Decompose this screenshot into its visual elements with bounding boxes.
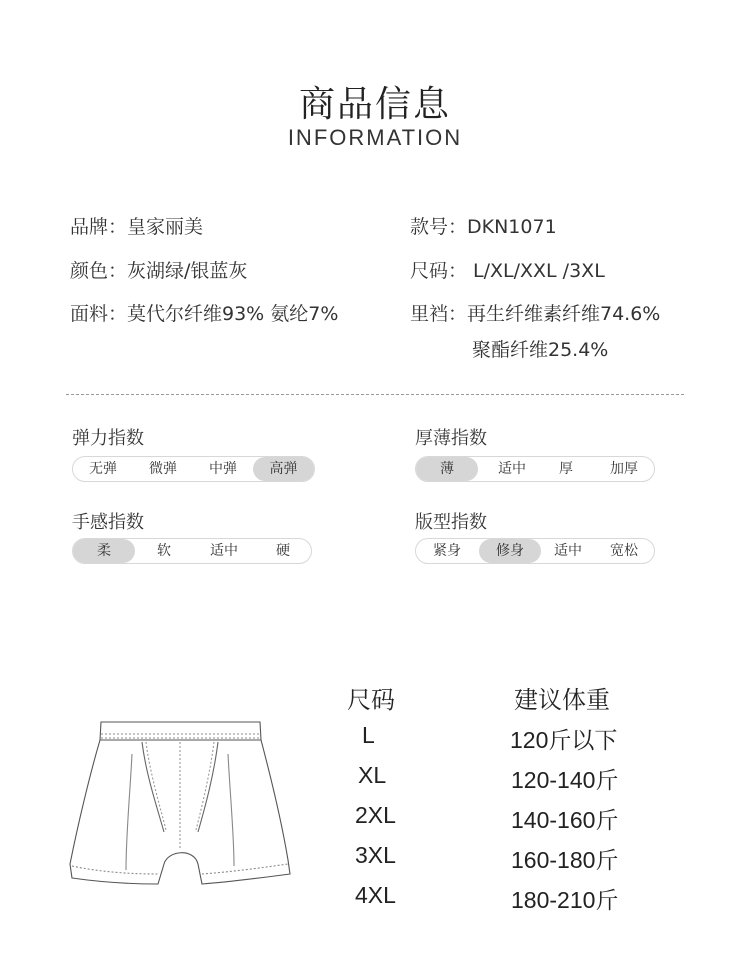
weight-cell: 120-140斤 — [511, 767, 619, 793]
scale-option: 适中 — [498, 461, 526, 477]
scale-option: 无弹 — [89, 461, 117, 477]
scale-option: 适中 — [210, 543, 238, 559]
scale-option-selected: 柔 — [73, 539, 135, 563]
page-title-cn: 商品信息 — [298, 84, 451, 125]
scale-option: 厚 — [559, 461, 573, 477]
size-cell: 4XL — [355, 882, 396, 908]
elasticity-index-scale — [72, 456, 315, 482]
scale-option-selected: 薄 — [416, 457, 478, 481]
info-lining-cont: 聚酯纤维25.4% — [472, 339, 609, 361]
info-color: 颜色：灰湖绿/银蓝灰 — [70, 260, 248, 282]
thickness-index-title: 厚薄指数 — [415, 428, 487, 449]
size-cell: 2XL — [355, 802, 396, 828]
info-model: 款号：DKN1071 — [410, 216, 557, 238]
scale-option: 适中 — [554, 543, 582, 559]
elasticity-index-title: 弹力指数 — [72, 428, 144, 449]
size-cell: XL — [358, 762, 387, 788]
handfeel-index-scale — [72, 538, 312, 564]
scale-option: 微弹 — [149, 461, 177, 477]
scale-option: 中弹 — [209, 461, 237, 477]
weight-cell: 140-160斤 — [511, 807, 619, 833]
info-lining: 里裆：再生纤维素纤维74.6% — [410, 303, 661, 325]
scale-option: 加厚 — [610, 461, 638, 477]
thickness-index-scale — [415, 456, 655, 482]
scale-option: 紧身 — [433, 543, 461, 559]
weight-cell: 160-180斤 — [511, 847, 619, 873]
handfeel-index-title: 手感指数 — [72, 512, 144, 533]
boxer-briefs-icon — [60, 714, 300, 894]
info-fabric: 面料：莫代尔纤维93% 氨纶7% — [70, 303, 339, 325]
fit-index-scale — [415, 538, 655, 564]
scale-option-selected: 高弹 — [253, 457, 314, 481]
weight-cell: 120斤以下 — [510, 727, 618, 753]
info-brand: 品牌：皇家丽美 — [70, 216, 204, 238]
size-cell: 3XL — [355, 842, 396, 868]
fit-index-title: 版型指数 — [415, 512, 487, 533]
scale-option: 宽松 — [610, 543, 638, 559]
size-column-header: 尺码 — [347, 686, 395, 714]
scale-option: 硬 — [276, 543, 290, 559]
scale-option: 软 — [157, 543, 171, 559]
page-title-en: INFORMATION — [287, 125, 463, 150]
section-divider — [66, 394, 684, 395]
scale-option-selected: 修身 — [479, 539, 541, 563]
weight-cell: 180-210斤 — [511, 887, 619, 913]
weight-column-header: 建议体重 — [514, 686, 610, 714]
size-cell: L — [362, 722, 375, 748]
info-size: 尺码： L/XL/XXL /3XL — [410, 260, 605, 282]
